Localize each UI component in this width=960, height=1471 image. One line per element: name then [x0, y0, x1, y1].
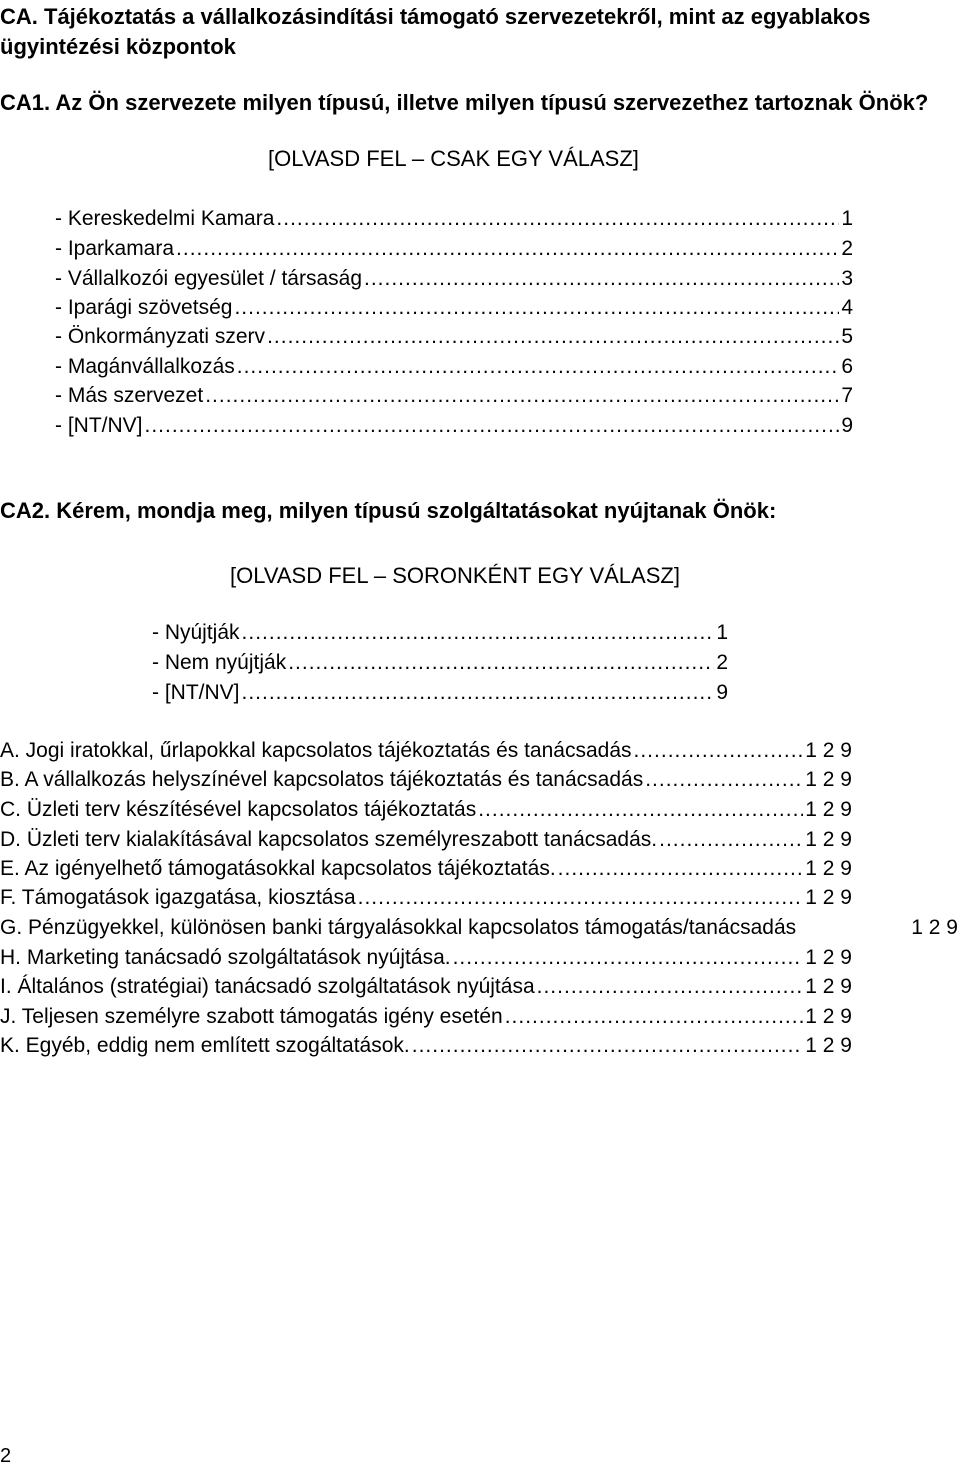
ca1-option: - Magánvállalkozás ..... 6: [55, 352, 853, 382]
ca1-option: - Iparkamara ..... 2: [55, 234, 853, 264]
ca2-option: - Nyújtják ..... 1: [152, 618, 728, 648]
service-item: C. Üzleti terv készítésével kapcsolatos tájékoztatás ..... 1 2 9: [0, 795, 852, 825]
service-item: D. Üzleti terv kialakításával kapcsolatos személyreszabott tanácsadás. ..... 1 2 9: [0, 825, 852, 855]
ca1-option: - Önkormányzati szerv ..... 5: [55, 322, 853, 352]
ca2-option: - Nem nyújtják ..... 2: [152, 648, 728, 678]
service-item: H. Marketing tanácsadó szolgáltatások nyújtása. ..... 1 2 9: [0, 943, 852, 973]
ca2-option: - [NT/NV] ..... 9: [152, 678, 728, 708]
ca1-option: - Kereskedelmi Kamara ..... 1: [55, 204, 853, 234]
question-ca1-title: CA1. Az Ön szervezete milyen típusú, illetve milyen típusú szervezethez tartoznak Önök?: [0, 90, 929, 115]
service-item: K. Egyéb, eddig nem említett szogáltatások. ..... 1 2 9: [0, 1031, 852, 1061]
ca2-instruction: [OLVASD FEL – SORONKÉNT EGY VÁLASZ]: [230, 563, 680, 588]
service-item: A. Jogi iratokkal, űrlapokkal kapcsolatos tájékoztatás és tanácsadás ..... 1 2 9: [0, 736, 852, 766]
service-item: G. Pénzügyekkel, különösen banki tárgyalásokkal kapcsolatos támogatás/tanácsadás 1 2 9: [0, 916, 958, 939]
ca1-option: - [NT/NV] ..... 9: [55, 411, 853, 441]
service-item: I. Általános (stratégiai) tanácsadó szolgáltatások nyújtása ..... 1 2 9: [0, 972, 852, 1002]
ca1-option: - Más szervezet ..... 7: [55, 381, 853, 411]
service-item: E. Az igényelhető támogatásokkal kapcsolatos tájékoztatás. ..... 1 2 9: [0, 854, 852, 884]
ca1-option: - Vállalkozói egyesület / társaság ..... 3: [55, 264, 853, 294]
ca1-instruction: [OLVASD FEL – CSAK EGY VÁLASZ]: [268, 146, 639, 171]
service-item: B. A vállalkozás helyszínével kapcsolatos tájékoztatás és tanácsadás ..... 1 2 9: [0, 765, 852, 795]
section-heading: CA. Tájékoztatás a vállalkozásindítási támogató szervezetekről, mint az egyablakos ügyintézési központok: [0, 4, 871, 59]
ca1-option: - Iparági szövetség ..... 4: [55, 293, 853, 323]
service-item: J. Teljesen személyre szabott támogatás igény esetén ..... 1 2 9: [0, 1002, 852, 1032]
page-number: 2: [0, 1445, 12, 1467]
service-item: F. Támogatások igazgatása, kiosztása ..... 1 2 9: [0, 883, 852, 913]
question-ca2-title: CA2. Kérem, mondja meg, milyen típusú szolgáltatásokat nyújtanak Önök:: [0, 498, 777, 523]
